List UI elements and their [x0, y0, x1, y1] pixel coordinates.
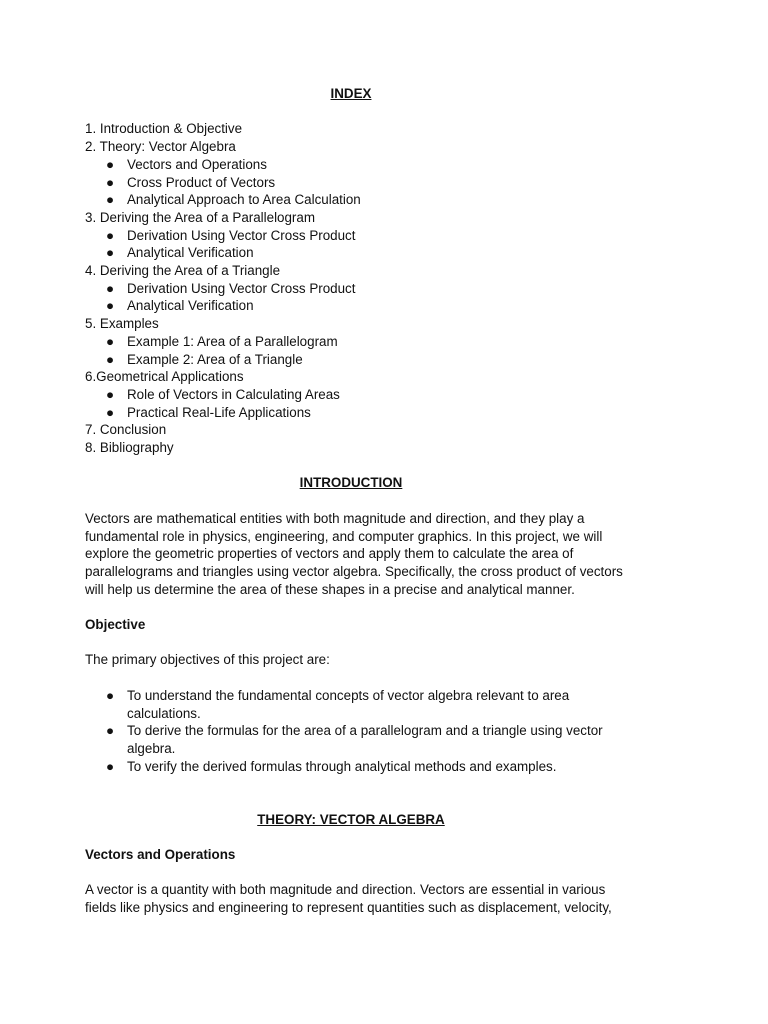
bullet-icon: ●	[106, 723, 115, 739]
bullet-icon: ●	[106, 687, 115, 703]
toc-entry: 8. Bibliography	[85, 440, 174, 456]
spacer	[85, 793, 620, 811]
paragraph-line: parallelograms and triangles using vector algebra. Specifically, the cross product of vectors	[85, 563, 623, 579]
bullet-icon: ●	[106, 174, 115, 190]
bullet-icon: ●	[106, 227, 115, 243]
toc-entry: 5. Examples	[85, 316, 159, 332]
document-page	[85, 85, 623, 917]
table-of-contents	[85, 120, 620, 456]
vectors-operations-heading: Vectors and Operations	[85, 847, 236, 863]
toc-sublist	[85, 227, 620, 262]
toc-entry: 1. Introduction & Objective	[85, 121, 243, 137]
bullet-icon: ●	[106, 404, 115, 420]
paragraph-line: fields like physics and engineering to represent quantities such as displacement, velocity,	[85, 900, 612, 916]
bullet-icon: ●	[106, 245, 115, 261]
paragraph-line: Vectors are mathematical entities with both magnitude and direction, and they play a	[85, 510, 585, 526]
paragraph-line: A vector is a quantity with both magnitude and direction. Vectors are essential in various	[85, 882, 606, 898]
toc-sublist	[85, 386, 620, 421]
paragraph-line: will help us determine the area of these shapes in a precise and analytical manner.	[85, 581, 575, 597]
spacer	[85, 775, 620, 793]
toc-subitem: ● Analytical Verification	[106, 245, 254, 261]
bullet-icon: ●	[106, 156, 115, 172]
spacer	[85, 492, 620, 510]
toc-entry: 3. Deriving the Area of a Parallelogram	[85, 209, 315, 225]
spacer	[85, 864, 620, 882]
bullet-icon: ●	[106, 758, 115, 774]
paragraph-line: fundamental role in physics, engineering, and computer graphics. In this project, we will	[85, 528, 603, 544]
spacer	[85, 669, 620, 687]
toc-subitem: ● Practical Real-Life Applications	[106, 404, 311, 420]
toc-subitem: ● Example 2: Area of a Triangle	[106, 351, 303, 367]
index-heading: INDEX	[330, 86, 372, 101]
objective-heading: Objective	[85, 617, 146, 633]
toc-entry: 2. Theory: Vector Algebra	[85, 139, 236, 155]
bullet-icon: ●	[106, 192, 115, 208]
introduction-heading: INTRODUCTION	[299, 475, 403, 491]
toc-subitem: ● Derivation Using Vector Cross Product	[106, 280, 356, 296]
objective-item: ● To understand the fundamental concepts of vector algebra relevant to area calculations.	[106, 687, 570, 721]
objective-item: ● To verify the derived formulas through analytical methods and examples.	[106, 758, 557, 774]
toc-subitem: ● Analytical Approach to Area Calculation	[106, 192, 361, 208]
toc-sublist	[85, 280, 620, 315]
paragraph-line: explore the geometric properties of vectors and apply them to calculate the area of	[85, 546, 574, 562]
toc-subitem: ● Derivation Using Vector Cross Product	[106, 227, 356, 243]
bullet-icon: ●	[106, 280, 115, 296]
toc-entry: 6.Geometrical Applications	[85, 369, 244, 385]
toc-subitem: ● Cross Product of Vectors	[106, 174, 276, 190]
introduction-paragraph	[85, 510, 623, 599]
toc-entry: 4. Deriving the Area of a Triangle	[85, 263, 281, 279]
objective-lead: The primary objectives of this project are:	[85, 652, 330, 668]
bullet-icon: ●	[106, 351, 115, 367]
toc-sublist	[85, 333, 620, 368]
objective-item: ● To derive the formulas for the area of a parallelogram and a triangle using vector algebra.	[106, 723, 603, 756]
bullet-icon: ●	[106, 333, 115, 349]
bullet-icon: ●	[106, 298, 115, 314]
toc-sublist	[85, 156, 620, 209]
toc-subitem: ● Analytical Verification	[106, 298, 254, 314]
toc-subitem: ● Vectors and Operations	[106, 156, 267, 172]
spacer	[85, 457, 620, 475]
spacer	[85, 634, 620, 652]
toc-entry: 7. Conclusion	[85, 422, 167, 438]
theory-heading: THEORY: VECTOR ALGEBRA	[257, 811, 445, 827]
objective-list	[85, 687, 620, 776]
bullet-icon: ●	[106, 386, 115, 402]
spacer	[85, 103, 620, 121]
spacer	[85, 598, 620, 616]
toc-subitem: ● Role of Vectors in Calculating Areas	[106, 386, 340, 402]
toc-subitem: ● Example 1: Area of a Parallelogram	[106, 333, 338, 349]
theory-paragraph	[85, 881, 620, 916]
spacer	[85, 828, 620, 846]
